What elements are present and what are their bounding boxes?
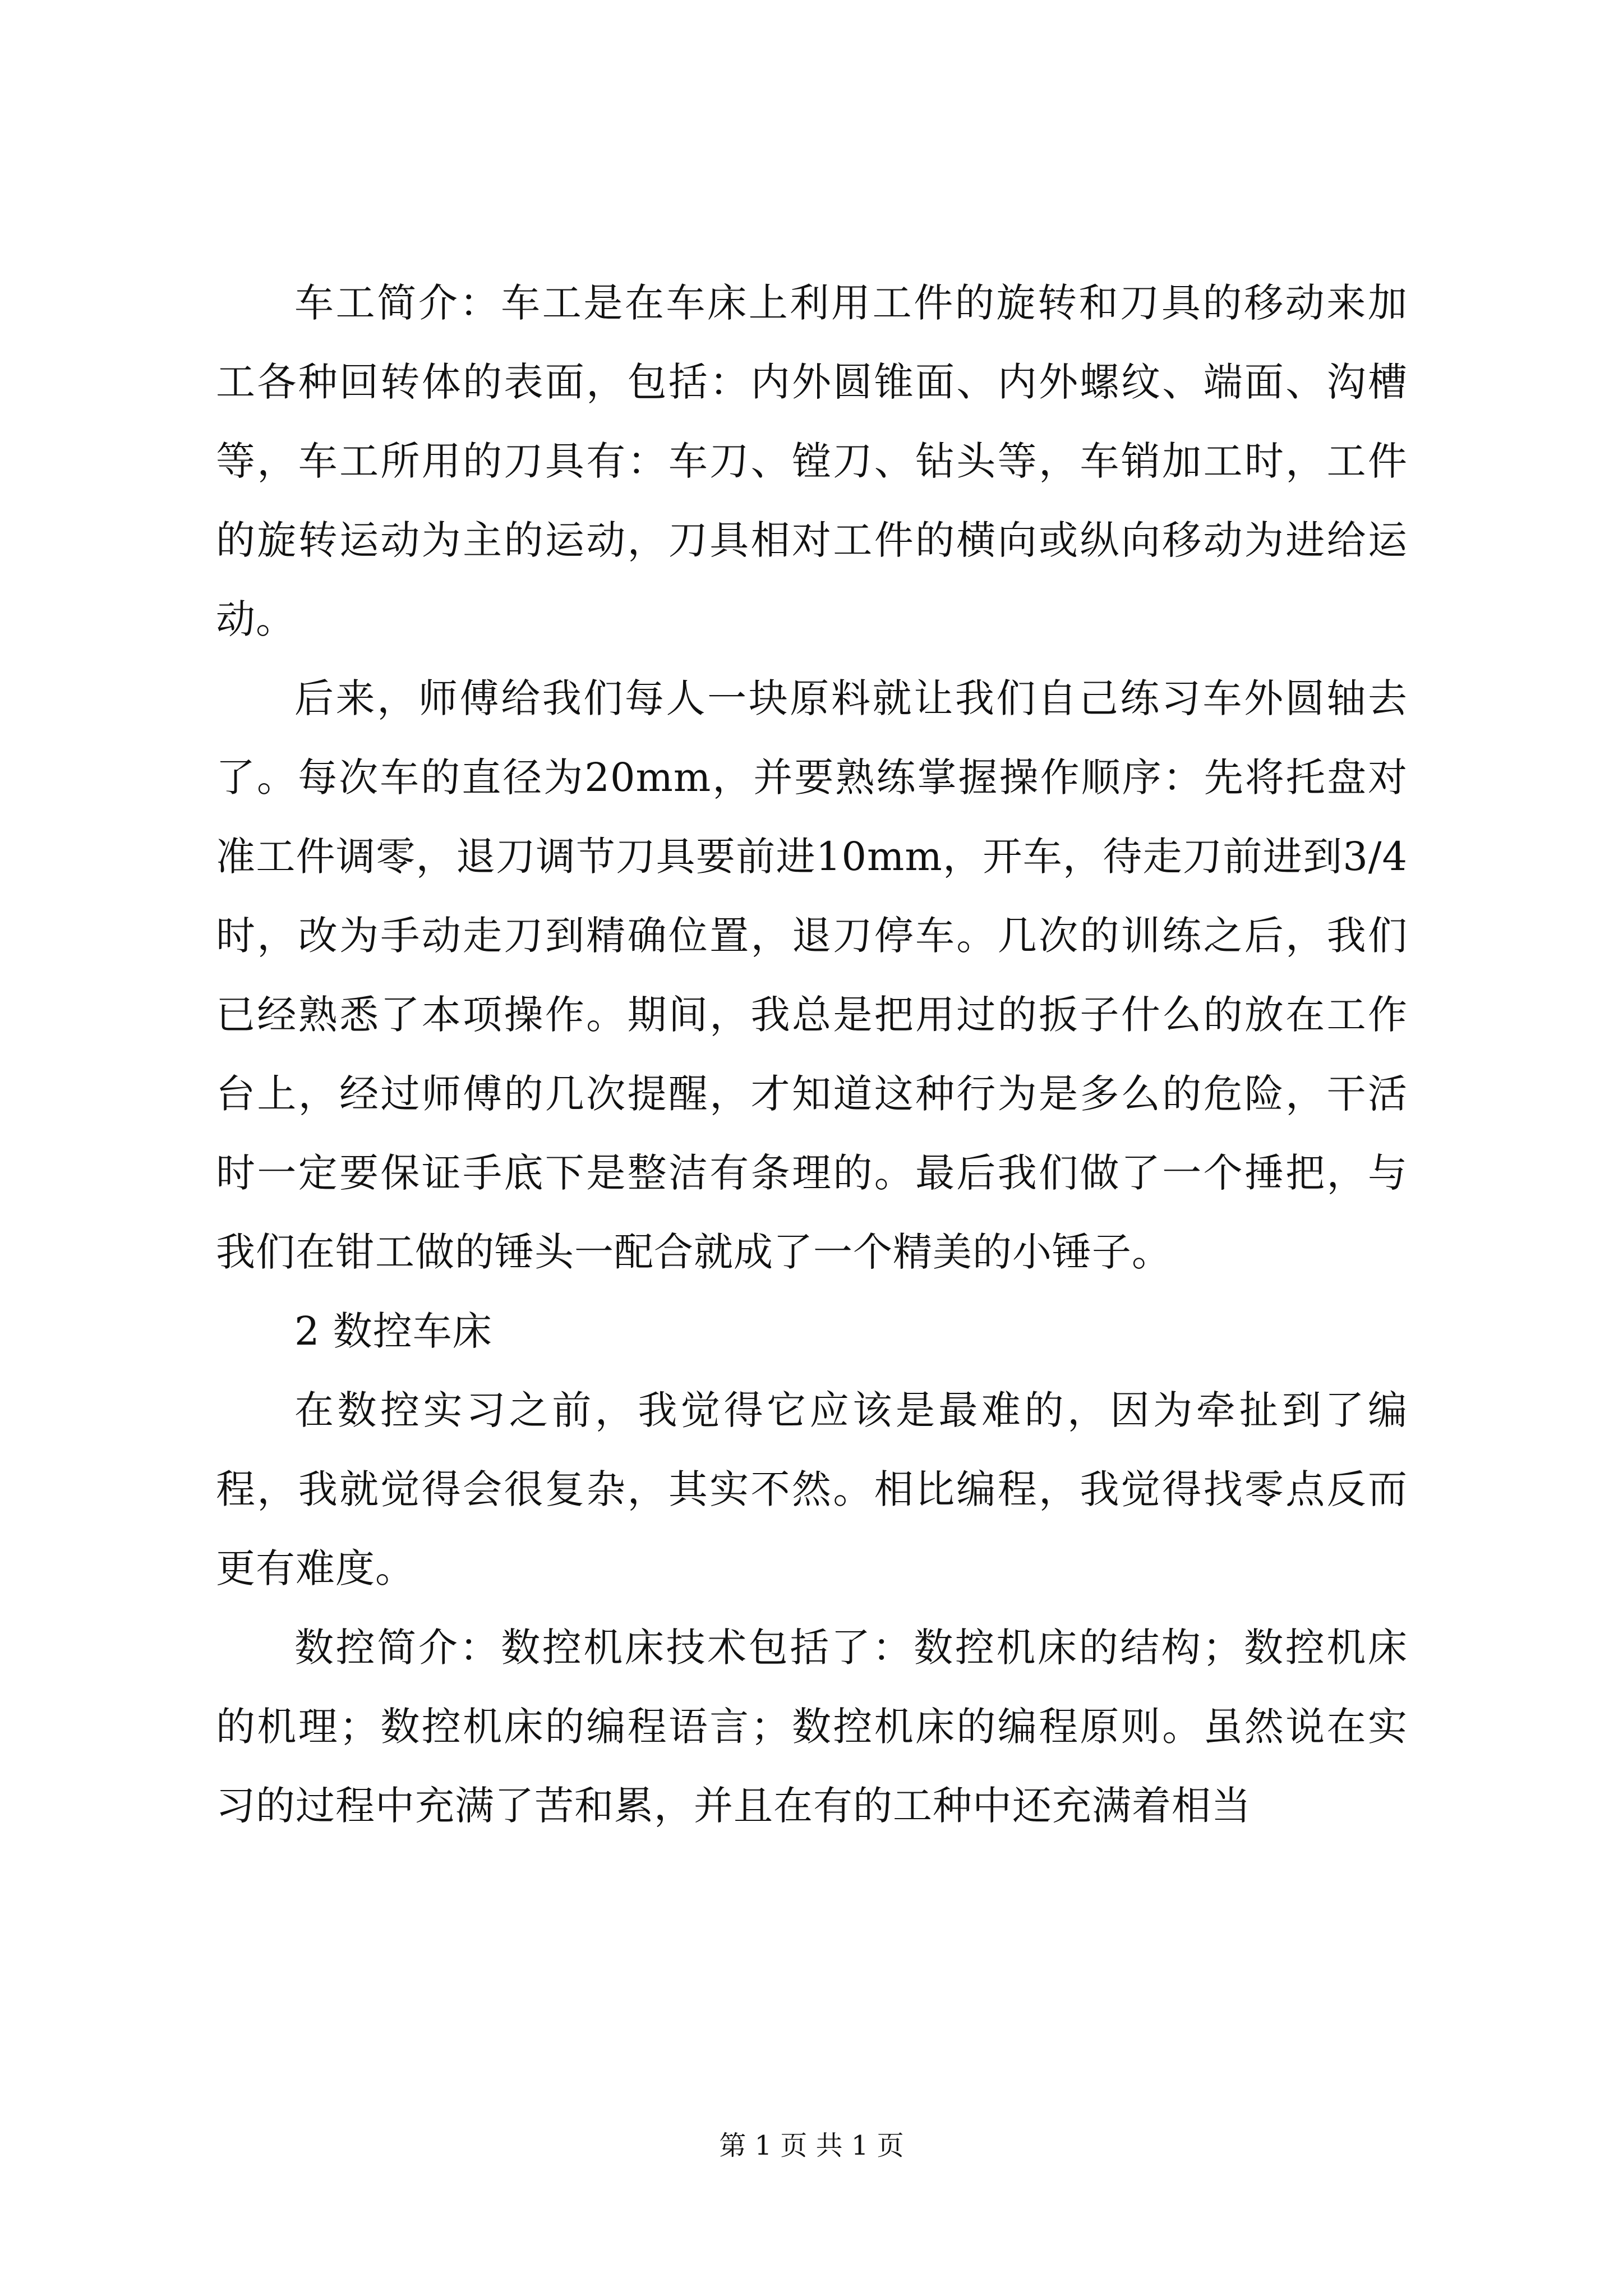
paragraph-lathe-intro: 车工简介：车工是在车床上利用工件的旋转和刀具的移动来加工各种回转体的表面，包括：内外圆锥面、内外螺纹、端面、沟槽等，车工所用的刀具有：车刀、镗刀、钻头等，车销加工时，工件的旋转运动为主的运动，刀具相对工件的横向或纵向移动为进给运动。: [216, 280, 1408, 642]
section-heading-cnc-lathe: 2 数控车床: [294, 1308, 492, 1354]
paragraph-cnc-intro: 数控简介：数控机床技术包括了：数控机床的结构；数控机床的机理；数控机床的编程语言；数控机床的编程原则。虽然说在实习的过程中充满了苦和累，并且在有的工种中还充满着相当: [216, 1625, 1408, 1829]
page-footer: 第 1 页 共 1 页: [719, 2130, 904, 2161]
document-body: [216, 264, 1408, 1846]
paragraph-cnc-before: 在数控实习之前，我觉得它应该是最难的，因为牵扯到了编程，我就觉得会很复杂，其实不然。相比编程，我觉得找零点反而更有难度。: [216, 1387, 1408, 1591]
paragraph-lathe-practice: 后来，师傅给我们每人一块原料就让我们自己练习车外圆轴去了。每次车的直径为20mm，并要熟练掌握操作顺序：先将托盘对准工件调零，退刀调节刀具要前进10mm，开车，待走刀前进到3/4时，改为手动走刀到精确位置，退刀停车。几次的训练之后，我们已经熟悉了本项操作。期间，我总是把用过的扳子什么的放在工作台上，经过师傅的几次提醒，才知道这种行为是多么的危险，干活时一定要保证手底下是整洁有条理的。最后我们做了一个捶把，与我们在钳工做的锤头一配合就成了一个精美的小锤子。: [216, 675, 1408, 1275]
